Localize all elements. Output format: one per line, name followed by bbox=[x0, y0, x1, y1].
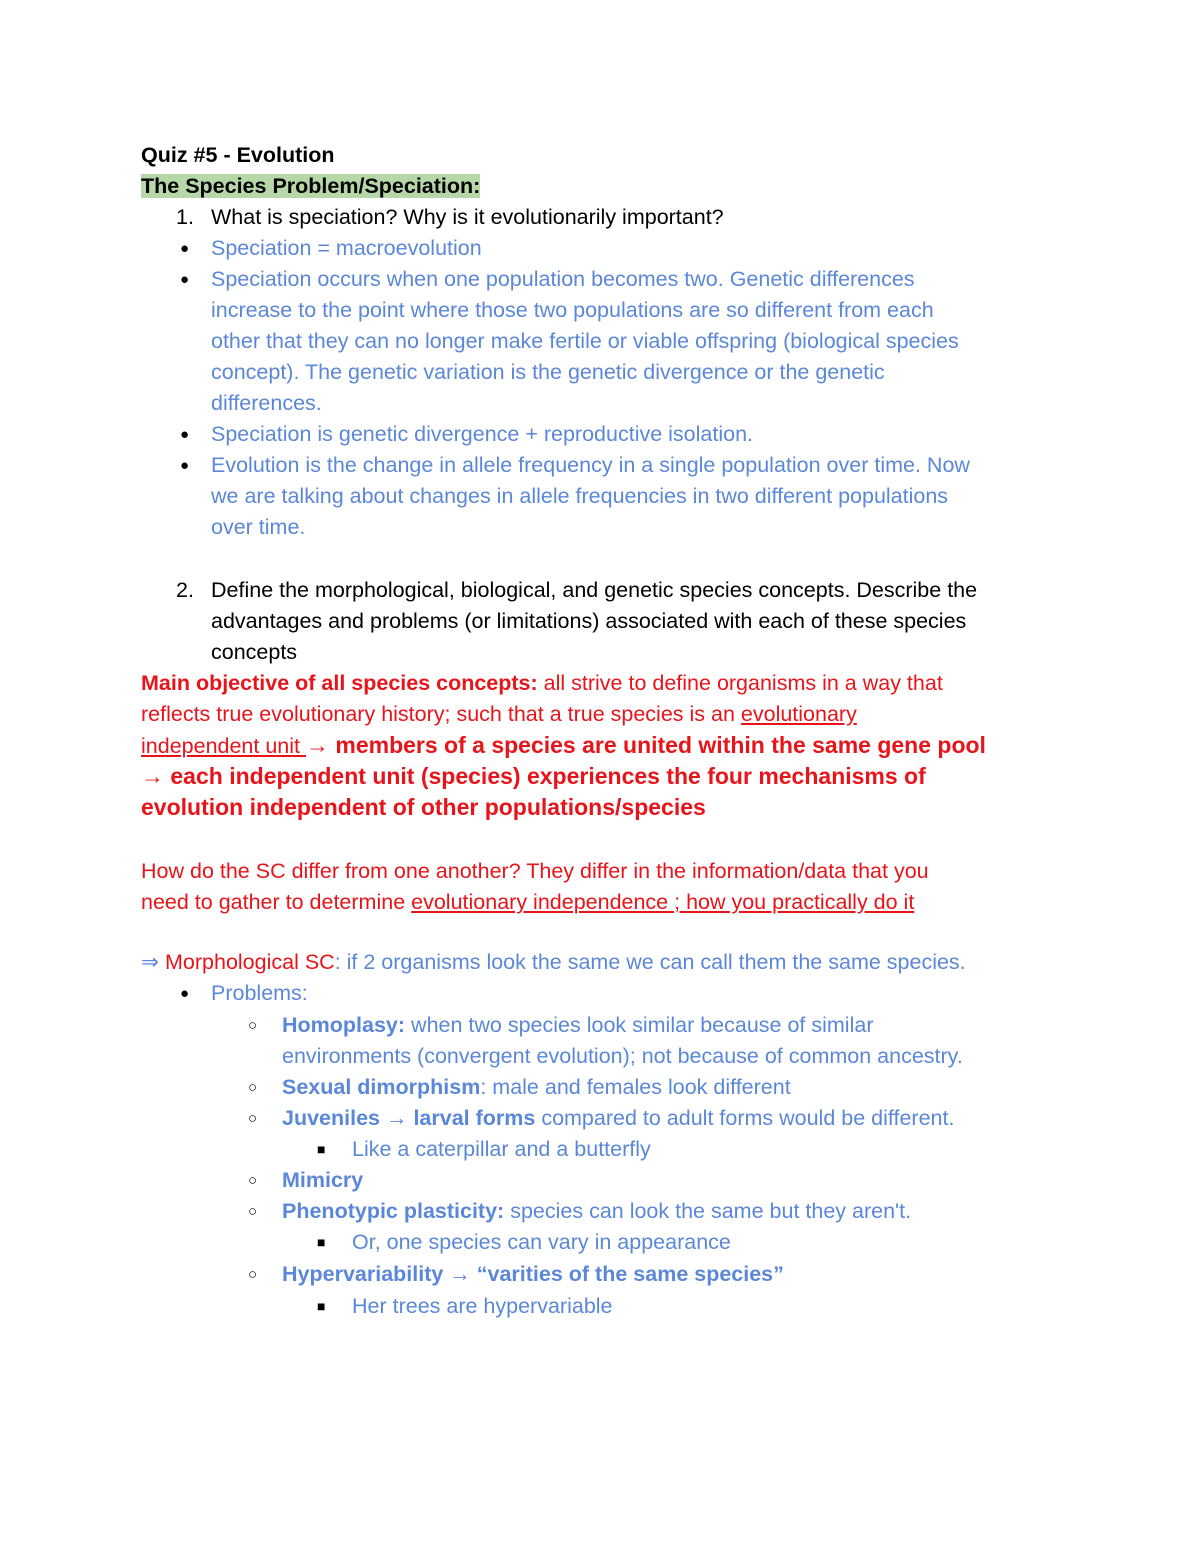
sc-differ-text: need to gather to determine bbox=[141, 890, 412, 914]
q1-bullet-line: differences. bbox=[211, 391, 322, 415]
bullet-icon: ● bbox=[180, 457, 190, 474]
main-objective-underlined: independent unit bbox=[141, 734, 306, 758]
problem-hypervariability: Hypervariability → “varities of the same species” bbox=[282, 1262, 784, 1286]
hollow-bullet-icon: ○ bbox=[248, 1266, 258, 1283]
problem-text: compared to adult forms would be different. bbox=[535, 1106, 955, 1130]
hollow-bullet-icon: ○ bbox=[248, 1017, 258, 1034]
hollow-bullet-icon: ○ bbox=[248, 1079, 258, 1096]
q1-bullet-line: Speciation = macroevolution bbox=[211, 236, 482, 260]
problem-text: species can look the same but they aren't. bbox=[504, 1199, 912, 1223]
main-objective-bold: → members of a species are united within the same gene pool bbox=[305, 732, 986, 758]
main-objective-line bbox=[141, 730, 986, 761]
problem-text: when two species look similar because of similar bbox=[405, 1013, 874, 1037]
morphological-sc-text: : if 2 organisms look the same we can call them the same species. bbox=[334, 950, 966, 974]
main-objective-text: reflects true evolutionary history; such that a true species is an bbox=[141, 702, 741, 726]
problem-text: : male and females look different bbox=[480, 1075, 791, 1099]
q2-line: advantages and problems (or limitations) associated with each of these species bbox=[211, 609, 967, 633]
page-title: Quiz #5 - Evolution bbox=[141, 143, 335, 167]
main-objective-label: Main objective of all species concepts: bbox=[141, 671, 538, 695]
problem-sexual-dimorphism bbox=[282, 1072, 791, 1103]
q1-bullet-line: Evolution is the change in allele frequency in a single population over time. Now bbox=[211, 453, 970, 477]
hollow-bullet-icon: ○ bbox=[248, 1172, 258, 1189]
problem-term: Juveniles → larval forms bbox=[282, 1106, 536, 1130]
problem-juveniles bbox=[282, 1103, 954, 1134]
problem-plasticity bbox=[282, 1196, 911, 1227]
arrow-icon: ⇒ bbox=[141, 950, 165, 974]
main-objective-bold-line: evolution independent of other populations/species bbox=[141, 794, 706, 820]
problem-mimicry: Mimicry bbox=[282, 1168, 364, 1192]
sc-differ-line bbox=[141, 887, 914, 918]
q1-bullet-line: over time. bbox=[211, 515, 306, 539]
square-bullet-icon: ■ bbox=[317, 1234, 326, 1250]
bullet-icon: ● bbox=[180, 240, 190, 257]
juveniles-sub: Like a caterpillar and a butterfly bbox=[352, 1137, 651, 1161]
hollow-bullet-icon: ○ bbox=[248, 1110, 258, 1127]
problem-homoplasy-line2: environments (convergent evolution); not because of common ancestry. bbox=[282, 1044, 963, 1068]
q1-bullet-line: we are talking about changes in allele frequencies in two different populations bbox=[211, 484, 949, 508]
q1-bullet-line: Speciation is genetic divergence + reproductive isolation. bbox=[211, 422, 754, 446]
bullet-icon: ● bbox=[180, 271, 190, 288]
section-heading-text: The Species Problem/Speciation: bbox=[141, 174, 481, 198]
main-objective-text: all strive to define organisms in a way that bbox=[537, 671, 943, 695]
q2-number: 2. bbox=[176, 578, 194, 602]
main-objective-underlined: evolutionary bbox=[740, 702, 857, 726]
q2-line: Define the morphological, biological, and genetic species concepts. Describe the bbox=[211, 578, 978, 602]
problems-label: Problems: bbox=[211, 981, 308, 1005]
main-objective-line bbox=[141, 668, 943, 699]
hypervariability-sub: Her trees are hypervariable bbox=[352, 1294, 613, 1318]
hollow-bullet-icon: ○ bbox=[248, 1203, 258, 1220]
bullet-icon: ● bbox=[180, 985, 190, 1002]
problem-term: Homoplasy: bbox=[282, 1013, 406, 1037]
q2-line: concepts bbox=[211, 640, 298, 664]
problem-homoplasy bbox=[282, 1010, 873, 1041]
q1-bullet-line: Speciation occurs when one population becomes two. Genetic differences bbox=[211, 267, 915, 291]
square-bullet-icon: ■ bbox=[317, 1141, 326, 1157]
morphological-sc-label: Morphological SC bbox=[165, 950, 335, 974]
square-bullet-icon: ■ bbox=[317, 1298, 326, 1314]
problem-term: Sexual dimorphism bbox=[282, 1075, 481, 1099]
sc-differ-underlined: evolutionary independence ; how you practically do it bbox=[411, 890, 915, 914]
problem-term: Phenotypic plasticity: bbox=[282, 1199, 505, 1223]
morphological-sc-line bbox=[141, 947, 966, 978]
q1-bullet-line: increase to the point where those two populations are so different from each bbox=[211, 298, 934, 322]
bullet-icon: ● bbox=[180, 426, 190, 443]
sc-differ-line: How do the SC differ from one another? They differ in the information/data that you bbox=[141, 859, 929, 883]
plasticity-sub: Or, one species can vary in appearance bbox=[352, 1230, 731, 1254]
q1-text: What is speciation? Why is it evolutionarily important? bbox=[211, 205, 724, 229]
q1-bullet-line: other that they can no longer make fertile or viable offspring (biological species bbox=[211, 329, 959, 353]
section-heading bbox=[141, 171, 480, 202]
main-objective-line bbox=[141, 699, 857, 730]
q1-number: 1. bbox=[176, 205, 194, 229]
main-objective-bold-line: → each independent unit (species) experiences the four mechanisms of bbox=[141, 763, 926, 789]
q1-bullet-line: concept). The genetic variation is the genetic divergence or the genetic bbox=[211, 360, 885, 384]
